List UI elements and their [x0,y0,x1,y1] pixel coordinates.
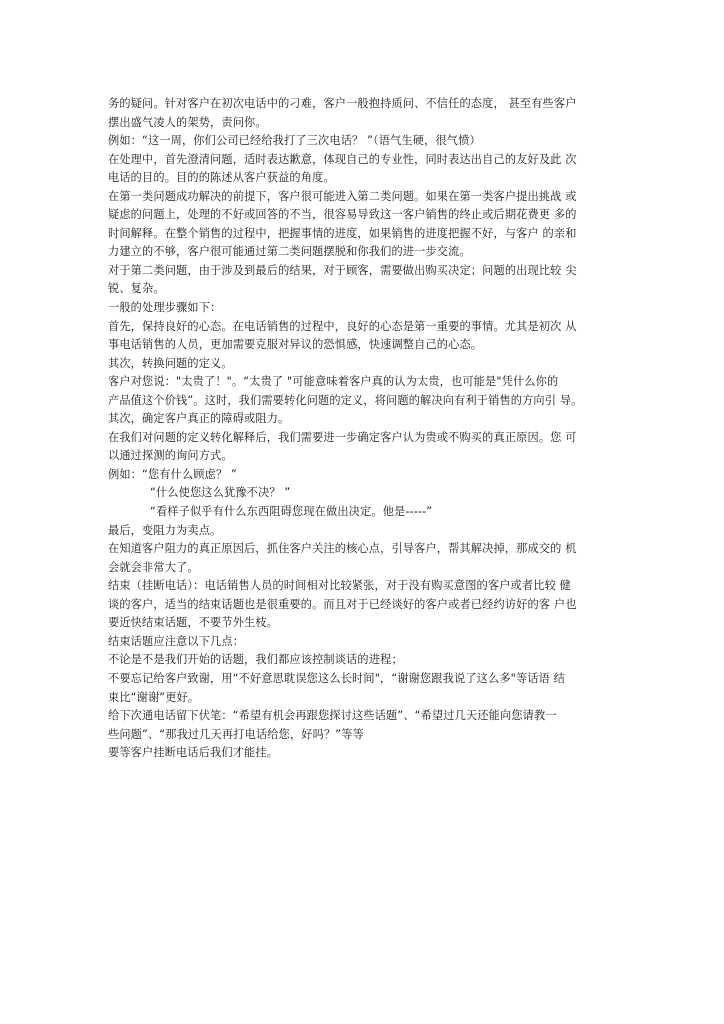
text-line: 客户对您说："太贵了！"。“太贵了 "可能意味着客户真的认为太贵，也可能是"凭什么你的 [108,375,559,389]
text-line: “看样子似乎有什么东西阻碍您现在做出决定。他是-----” [150,505,433,519]
text-line: 不论是不是我们开始的话题，我们都应该控制谈话的进程； [108,653,403,667]
text-line: 在我们对问题的定义转化解释后，我们需要进一步确定客户认为贵或不购买的真正原因。您 可 [108,430,577,444]
document-body [108,95,628,763]
text-line: 事电话销售的人员，更加需要克服对异议的恐惧感，快速调整自己的心态。 [108,338,483,352]
text-line: 电话的目的。目的的陈述从客户获益的角度。 [108,171,335,185]
text-line: 在知道客户阻力的真正原因后，抓住客户关注的核心点，引导客户，帮其解决掉，那成交的 机 [108,542,577,556]
text-line: 摆出盛气凌人的架势，责问你。 [108,115,267,129]
text-line: “什么使您这么犹豫不决？ ” [150,486,291,500]
text-line: 其次，转换问题的定义。 [108,356,233,370]
text-line: 其次，确定客户真正的障碍或阻力。 [108,412,290,426]
text-line: 时间解释。在整个销售的过程中，把握事情的进度，如果销售的进度把握不好，与客户 的亲和 [108,226,577,240]
text-line: 例如：“这一周，你们公司已经给我打了三次电话？ ”（语气生硬，很气愤） [108,134,481,148]
text-line: 结束话题应注意以下几点： [108,634,245,648]
text-line: 要等客户挂断电话后我们才能挂。 [108,746,279,760]
text-line: 例如：“您有什么顾虑？ ” [108,467,237,481]
text-line: 会就会非常大了。 [108,560,199,574]
text-line: 产品值这个价钱”。这时，我们需要转化问题的定义，将问题的解决向有利于销售的方向引 导。 [108,393,583,407]
text-line: 以通过探测的询问方式。 [108,449,233,463]
text-line: 在第一类问题成功解决的前提下，客户很可能进入第二类问题。如果在第一类客户提出挑战 或 [108,189,577,203]
text-line: 在处理中，首先澄清问题，适时表达歉意，体现自己的专业性，同时表达出自己的友好及此 次 [108,152,577,166]
text-line: 些问题”、“那我过几天再打电话给您，好吗？”等等 [108,727,364,741]
text-line: 一般的处理步骤如下： [108,301,222,315]
text-line: 首先，保持良好的心态。在电话销售的过程中，良好的心态是第一重要的事情。尤其是初次 从 [108,319,577,333]
text-line: 务的疑问。针对客户在初次电话中的刁难，客户一般抱持质问、不信任的态度， 甚至有些客户 [108,97,577,110]
text-line: 要近快结束话题，不要节外生枝。 [108,616,279,630]
text-line: 给下次通电话留下伏笔：“希望有机会再跟您探讨这些话题”、“希望过几天还能向您请教一 [108,709,557,723]
text-line: 对于第二类问题，由于涉及到最后的结果，对于顾客，需要做出购买决定；问题的出现比较 尖 [108,263,577,277]
text-line: 锐、复杂。 [108,282,165,296]
text-line: 疑虑的问题上，处理的不好或回答的不当，很容易导致这一客户销售的终止或后期花费更 多的 [108,208,577,222]
text-line: 束比“谢谢”更好。 [108,690,200,704]
text-line: 谈的客户，适当的结束话题也是很重要的。而且对于已经谈好的客户或者已经约访好的客 户也 [108,597,577,611]
text-line: 力建立的不够，客户很可能通过第二类问题摆脱和你我们的进一步交流。 [108,245,471,259]
text-line: 最后，变阻力为卖点。 [108,523,222,537]
text-line: 结束（挂断电话）：电话销售人员的时间相对比较紧张，对于没有购买意图的客户或者比较 健 [108,579,571,593]
text-line: 不要忘记给客户致谢，用“不好意思耽误您这么长时间"，“谢谢您跟我说了这么多"等话语 结 [108,671,566,685]
